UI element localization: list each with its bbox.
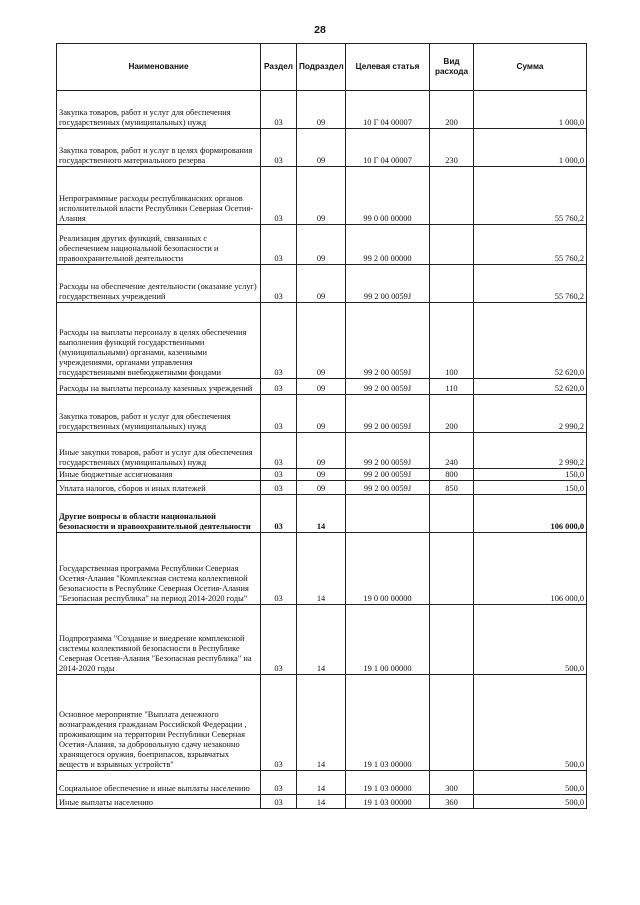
- cell-name: Расходы на обеспечение деятельности (оказание услуг) государственных учреждений: [57, 265, 261, 303]
- cell-amount: 106 000,0: [474, 533, 587, 605]
- cell-section: 03: [261, 469, 297, 481]
- cell-amount: 2 990,2: [474, 433, 587, 469]
- cell-expense-type: 100: [430, 303, 474, 379]
- cell-subsection: 14: [297, 771, 346, 795]
- cell-target: 19 1 03 00000: [346, 675, 430, 771]
- cell-name: Расходы на выплаты персоналу казенных учреждений: [57, 379, 261, 395]
- table-row: [57, 481, 587, 495]
- cell-name: Закупка товаров, работ и услуг в целях формирования государственного материального резерва: [57, 129, 261, 167]
- table-row: [57, 771, 587, 795]
- cell-expense-type: 200: [430, 395, 474, 433]
- cell-section: 03: [261, 303, 297, 379]
- cell-section: 03: [261, 481, 297, 495]
- cell-amount: 55 760,2: [474, 225, 587, 265]
- cell-section: 03: [261, 395, 297, 433]
- cell-target: 99 2 00 0059J: [346, 265, 430, 303]
- cell-subsection: 09: [297, 469, 346, 481]
- header-amount: Сумма: [474, 44, 587, 91]
- cell-section: 03: [261, 533, 297, 605]
- cell-amount: 2 990,2: [474, 395, 587, 433]
- cell-amount: 1 000,0: [474, 91, 587, 129]
- cell-target: [346, 495, 430, 533]
- cell-name: Непрограммные расходы республиканских органов исполнительной власти Республики Северная Осетия-Алания: [57, 167, 261, 225]
- cell-name: Социальное обеспечение и иные выплаты населению: [57, 771, 261, 795]
- cell-target: 99 0 00 00000: [346, 167, 430, 225]
- cell-section: 03: [261, 91, 297, 129]
- cell-subsection: 09: [297, 303, 346, 379]
- table-row: [57, 225, 587, 265]
- cell-amount: 150,0: [474, 469, 587, 481]
- cell-subsection: 14: [297, 495, 346, 533]
- header-name: Наименование: [57, 44, 261, 91]
- cell-name: Государственная программа Республики Северная Осетия-Алания "Комплексная система коллективной безопасности в Республике Северная Осетия-Алания "Безопасная республика" на период 2014-2020 годы": [57, 533, 261, 605]
- cell-expense-type: [430, 533, 474, 605]
- cell-expense-type: 360: [430, 795, 474, 809]
- cell-name: Закупка товаров, работ и услуг для обеспечения государственных (муниципальных) нужд: [57, 395, 261, 433]
- cell-target: 10 Г 04 00007: [346, 129, 430, 167]
- cell-expense-type: 200: [430, 91, 474, 129]
- table-header-row: [57, 44, 587, 91]
- table-row: [57, 167, 587, 225]
- cell-name: Иные бюджетные ассигнования: [57, 469, 261, 481]
- cell-subsection: 14: [297, 533, 346, 605]
- cell-target: 19 1 03 00000: [346, 771, 430, 795]
- header-subsection: Подраздел: [297, 44, 346, 91]
- cell-amount: 150,0: [474, 481, 587, 495]
- cell-target: 99 2 00 0059J: [346, 433, 430, 469]
- cell-expense-type: 300: [430, 771, 474, 795]
- budget-table: [56, 43, 587, 809]
- cell-expense-type: [430, 265, 474, 303]
- cell-subsection: 14: [297, 675, 346, 771]
- cell-section: 03: [261, 129, 297, 167]
- cell-target: 99 2 00 0059J: [346, 481, 430, 495]
- cell-target: 10 Г 04 00007: [346, 91, 430, 129]
- cell-subsection: 09: [297, 225, 346, 265]
- cell-subsection: 14: [297, 605, 346, 675]
- cell-subsection: 14: [297, 795, 346, 809]
- cell-section: 03: [261, 795, 297, 809]
- cell-amount: 52 620,0: [474, 379, 587, 395]
- cell-amount: 500,0: [474, 795, 587, 809]
- cell-name: Реализация других функций, связанных с обеспечением национальной безопасности и правоохранительной деятельности: [57, 225, 261, 265]
- table-row: [57, 433, 587, 469]
- cell-name: Подпрограмма "Создание и внедрение комплексной системы коллективной безопасности в Республике Северная Осетия-Алания "Безопасная республика" на 2014-2020 годы: [57, 605, 261, 675]
- table-row: [57, 91, 587, 129]
- cell-name: Иные выплаты населению: [57, 795, 261, 809]
- table-row: [57, 129, 587, 167]
- cell-amount: 52 620,0: [474, 303, 587, 379]
- cell-subsection: 09: [297, 91, 346, 129]
- cell-expense-type: [430, 675, 474, 771]
- table-row: [57, 303, 587, 379]
- header-section: Раздел: [261, 44, 297, 91]
- page-number: 28: [314, 24, 326, 36]
- table-row: [57, 379, 587, 395]
- cell-subsection: 09: [297, 433, 346, 469]
- cell-amount: 1 000,0: [474, 129, 587, 167]
- table-row: [57, 495, 587, 533]
- table-row: [57, 265, 587, 303]
- cell-target: 19 0 00 00000: [346, 533, 430, 605]
- cell-target: 99 2 00 0059J: [346, 395, 430, 433]
- cell-section: 03: [261, 433, 297, 469]
- cell-section: 03: [261, 771, 297, 795]
- table-row: [57, 675, 587, 771]
- cell-section: 03: [261, 379, 297, 395]
- cell-subsection: 09: [297, 167, 346, 225]
- cell-amount: 500,0: [474, 771, 587, 795]
- cell-name: Иные закупки товаров, работ и услуг для обеспечения государственных (муниципальных) нужд: [57, 433, 261, 469]
- table-row: [57, 395, 587, 433]
- cell-target: 19 1 03 00000: [346, 795, 430, 809]
- cell-expense-type: [430, 605, 474, 675]
- cell-expense-type: [430, 225, 474, 265]
- cell-expense-type: 110: [430, 379, 474, 395]
- cell-section: 03: [261, 605, 297, 675]
- cell-name: Расходы на выплаты персоналу в целях обеспечения выполнения функций государственными (муниципальными) органами, казенными учреждениями, органами управления государственными внебюджетными фондами: [57, 303, 261, 379]
- cell-section: 03: [261, 495, 297, 533]
- cell-subsection: 09: [297, 395, 346, 433]
- cell-target: 99 2 00 0059J: [346, 469, 430, 481]
- table-row: [57, 605, 587, 675]
- cell-target: 99 2 00 0059J: [346, 379, 430, 395]
- cell-amount: 106 000,0: [474, 495, 587, 533]
- cell-expense-type: 800: [430, 469, 474, 481]
- cell-target: 19 1 00 00000: [346, 605, 430, 675]
- header-expense-type: Вид расхода: [430, 44, 474, 91]
- table-row: [57, 795, 587, 809]
- cell-expense-type: [430, 167, 474, 225]
- table-row: [57, 533, 587, 605]
- cell-name: Основное мероприятие "Выплата денежного вознаграждения гражданам Российской Федерации , проживающим на территории Республики Северная Осетия-Алания, за добровольную сдачу незаконно хранящегося оружия, боеприпасов, взрывчатых веществ и взрывных устройств": [57, 675, 261, 771]
- cell-name: Другие вопросы в области национальной безопасности и правоохранительной деятельности: [57, 495, 261, 533]
- cell-subsection: 09: [297, 379, 346, 395]
- cell-amount: 55 760,2: [474, 167, 587, 225]
- cell-target: 99 2 00 00000: [346, 225, 430, 265]
- cell-expense-type: 240: [430, 433, 474, 469]
- cell-name: Закупка товаров, работ и услуг для обеспечения государственных (муниципальных) нужд: [57, 91, 261, 129]
- cell-section: 03: [261, 675, 297, 771]
- cell-subsection: 09: [297, 265, 346, 303]
- cell-target: 99 2 00 0059J: [346, 303, 430, 379]
- cell-expense-type: 230: [430, 129, 474, 167]
- cell-amount: 55 760,2: [474, 265, 587, 303]
- table-row: [57, 469, 587, 481]
- cell-section: 03: [261, 167, 297, 225]
- cell-section: 03: [261, 265, 297, 303]
- cell-subsection: 09: [297, 481, 346, 495]
- cell-section: 03: [261, 225, 297, 265]
- cell-amount: 500,0: [474, 605, 587, 675]
- header-target: Целевая статья: [346, 44, 430, 91]
- cell-amount: 500,0: [474, 675, 587, 771]
- cell-name: Уплата налогов, сборов и иных платежей: [57, 481, 261, 495]
- cell-expense-type: [430, 495, 474, 533]
- cell-subsection: 09: [297, 129, 346, 167]
- cell-expense-type: 850: [430, 481, 474, 495]
